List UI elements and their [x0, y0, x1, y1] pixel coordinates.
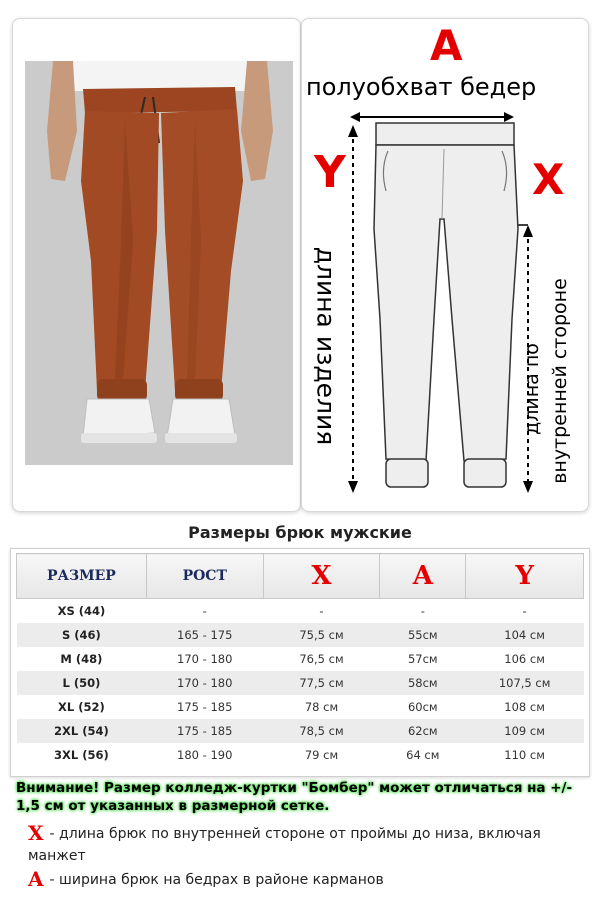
y-cell: -	[466, 599, 584, 624]
a-cell: 60см	[380, 695, 466, 719]
x-marker-icon: X	[28, 821, 44, 845]
table-row	[17, 599, 584, 624]
height-cell: 175 - 185	[146, 719, 263, 743]
y-cell: 104 см	[466, 623, 584, 647]
table-row	[17, 647, 584, 671]
a-cell: 62см	[380, 719, 466, 743]
height-cell: -	[146, 599, 263, 624]
a-marker-icon: A	[28, 867, 44, 891]
a-cell: 64 см	[380, 743, 466, 767]
size-cell: L (50)	[17, 671, 147, 695]
inner-length-label-line1: длина по	[521, 343, 543, 435]
y-cell: 106 см	[466, 647, 584, 671]
x-cell: -	[263, 599, 380, 624]
size-cell: 3XL (56)	[17, 743, 147, 767]
x-cell: 78,5 см	[263, 719, 380, 743]
table-row	[17, 671, 584, 695]
table-row	[17, 695, 584, 719]
header-y: Y	[466, 554, 584, 599]
letter-a-label: A	[430, 21, 463, 70]
size-cell: XL (52)	[17, 695, 147, 719]
y-cell: 109 см	[466, 719, 584, 743]
inner-length-label-line2: внутренней стороне	[549, 278, 571, 484]
header-size: РАЗМЕР	[17, 554, 147, 599]
size-table-title: Размеры брюк мужские	[188, 523, 412, 542]
y-cell: 108 см	[466, 695, 584, 719]
x-definition-text: - длина брюк по внутренней стороне от проймы до низа, включая манжет	[28, 826, 541, 864]
x-definition-note	[28, 822, 588, 867]
y-cell: 107,5 см	[466, 671, 584, 695]
x-cell: 78 см	[263, 695, 380, 719]
a-definition-note	[28, 868, 588, 891]
header-x: X	[263, 554, 380, 599]
table-row	[17, 743, 584, 767]
height-cell: 180 - 190	[146, 743, 263, 767]
x-cell: 76,5 см	[263, 647, 380, 671]
a-cell: 58см	[380, 671, 466, 695]
size-cell: M (48)	[17, 647, 147, 671]
a-cell: 57см	[380, 647, 466, 671]
table-row	[17, 623, 584, 647]
letter-x-label: X	[532, 155, 565, 204]
a-definition-text: - ширина брюк на бедрах в районе карманов	[49, 872, 384, 888]
model-in-pants-image	[25, 61, 293, 465]
size-cell: 2XL (54)	[17, 719, 147, 743]
table-header-row	[17, 554, 584, 599]
product-photo	[25, 61, 293, 465]
length-label: длина изделия	[311, 246, 341, 446]
y-cell: 110 см	[466, 743, 584, 767]
letter-y-label: Y	[314, 147, 346, 198]
table-row	[17, 719, 584, 743]
size-warning-text: Внимание! Размер колледж-куртки "Бомбер" может отличаться на +/- 1,5 см от указанных в размерной сетке.	[16, 780, 573, 814]
height-cell: 170 - 180	[146, 647, 263, 671]
product-photo-panel	[12, 18, 301, 512]
measurement-diagram-panel	[301, 18, 589, 512]
size-cell: S (46)	[17, 623, 147, 647]
size-table	[16, 553, 584, 767]
height-cell: 170 - 180	[146, 671, 263, 695]
a-cell: -	[380, 599, 466, 624]
x-cell: 79 см	[263, 743, 380, 767]
a-cell: 55см	[380, 623, 466, 647]
height-cell: 175 - 185	[146, 695, 263, 719]
hip-label: полуобхват бедер	[306, 73, 537, 101]
height-cell: 165 - 175	[146, 623, 263, 647]
x-cell: 75,5 см	[263, 623, 380, 647]
header-height: РОСТ	[146, 554, 263, 599]
header-a: A	[380, 554, 466, 599]
x-cell: 77,5 см	[263, 671, 380, 695]
size-cell: XS (44)	[17, 599, 147, 624]
